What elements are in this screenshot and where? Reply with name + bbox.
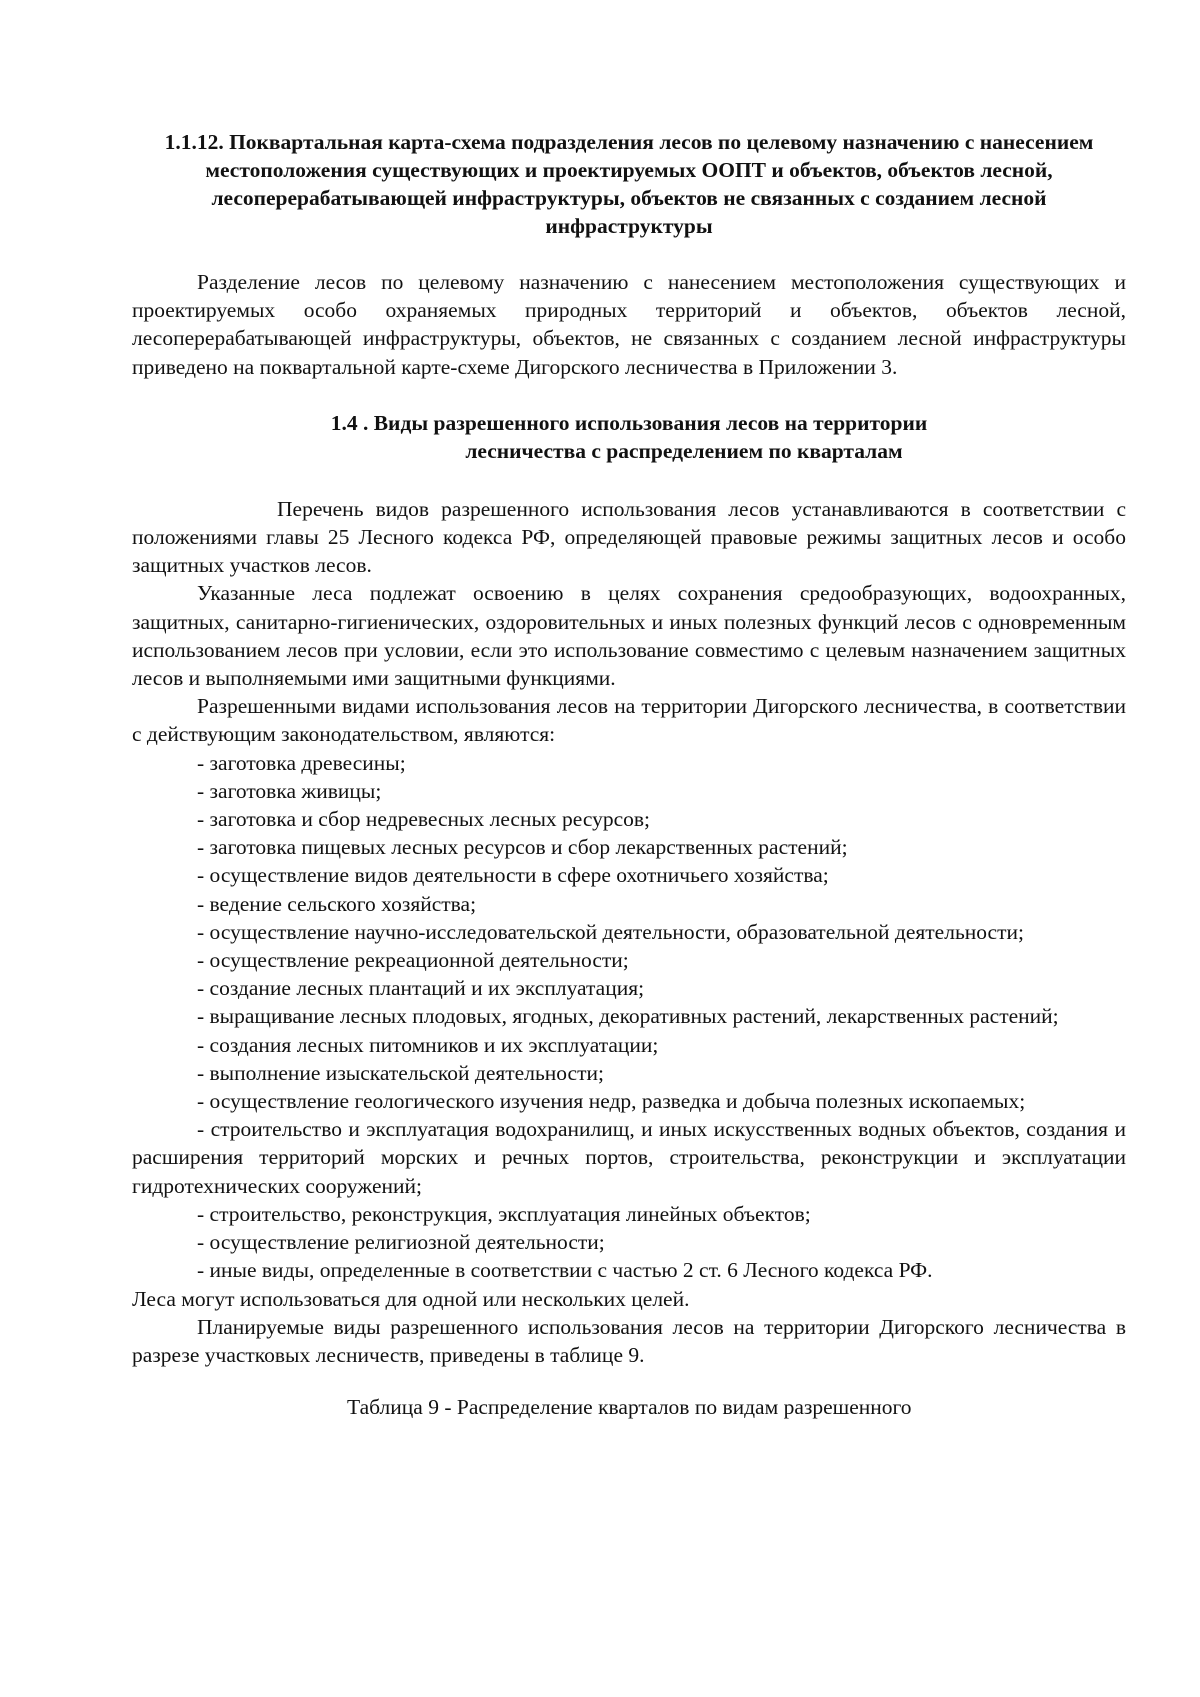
section-heading-1-4 [132,409,1126,465]
paragraph-permitted-uses: Разрешенными видами использования лесов на территории Дигорского лесничества, в соответствии с действующим законодательством, являются: [132,694,1126,747]
document-page [132,128,1126,1421]
list-item: - создание лесных плантаций и их эксплуатация; [197,976,645,1001]
paragraph-multiple-purposes: Леса могут использоваться для одной или нескольких целей. [132,1286,690,1311]
list-item: - иные виды, определенные в соответствии с частью 2 ст. 6 Лесного кодекса РФ. [197,1258,933,1283]
list-item: - заготовка и сбор недревесных лесных ресурсов; [197,807,651,832]
section-heading-1-1-12: 1.1.12. Поквартальная карта-схема подразделения лесов по целевому назначению с нанесением местоположения существующих и проектируемых ООПТ и объектов, объектов лесной, лесоперерабатывающей инфраструктуры, объектов не связанных с созданием лесной инфраструктуры [164,130,1094,238]
list-item: - ведение сельского хозяйства; [197,891,477,916]
paragraph-planned-uses: Планируемые виды разрешенного использования лесов на территории Дигорского лесничества в разрезе участковых лесничеств, приведены в таблице 9. [132,1314,1126,1367]
list-item: - выращивание лесных плодовых, ягодных, декоративных растений, лекарственных растений; [197,1004,1059,1029]
table-caption: Таблица 9 - Распределение кварталов по видам разрешенного [347,1395,912,1420]
paragraph-list-of-uses: Перечень видов разрешенного использования лесов устанавливаются в соответствии с положениями главы 25 Лесного кодекса РФ, определяющей правовые режимы защитных лесов и особо защитных участков лесов. [132,496,1126,578]
section-heading-1-4-line2: лесничества с распределением по кварталам [465,438,903,463]
list-item: - заготовка древесины; [197,750,406,775]
list-item: - осуществление научно-исследовательской деятельности, образовательной деятельности; [197,919,1024,944]
list-item: - строительство и эксплуатация водохранилищ, и иных искусственных водных объектов, создания и расширения территорий морских и речных портов, строительства, реконструкции и эксплуатации гидротехнических сооружений; [132,1117,1126,1198]
list-item: - осуществление геологического изучения недр, разведка и добыча полезных ископаемых; [197,1089,1026,1114]
list-item: - выполнение изыскательской деятельности; [197,1060,604,1085]
list-item: - строительство, реконструкция, эксплуатация линейных объектов; [197,1201,811,1226]
list-item: - осуществление видов деятельности в сфере охотничьего хозяйства; [197,863,829,888]
paragraph-forest-division: Разделение лесов по целевому назначению с нанесением местоположения существующих и проектируемых особо охраняемых природных территорий и объектов, объектов лесной, лесоперерабатывающей инфраструктуры, объектов, не связанных с созданием лесной инфраструктуры приведено на поквартальной карте-схеме Дигорского лесничества в Приложении 3. [132,270,1126,379]
list-item: - осуществление религиозной деятельности; [197,1230,605,1255]
list-item: - заготовка пищевых лесных ресурсов и сбор лекарственных растений; [197,835,848,860]
list-item: - заготовка живицы; [197,778,382,803]
section-heading-1-4-line1: 1.4 . Виды разрешенного использования лесов на территории [330,410,928,435]
list-item: - осуществление рекреационной деятельности; [197,948,629,973]
list-item: - создания лесных питомников и их эксплуатации; [197,1032,659,1057]
paragraph-forests-subject: Указанные леса подлежат освоению в целях сохранения средообразующих, водоохранных, защитных, санитарно-гигиенических, оздоровительных и иных полезных функций лесов с одновременным использованием лесов при условии, если это использование совместимо с целевым назначением защитных лесов и выполняемыми ими защитными функциями. [132,581,1126,691]
